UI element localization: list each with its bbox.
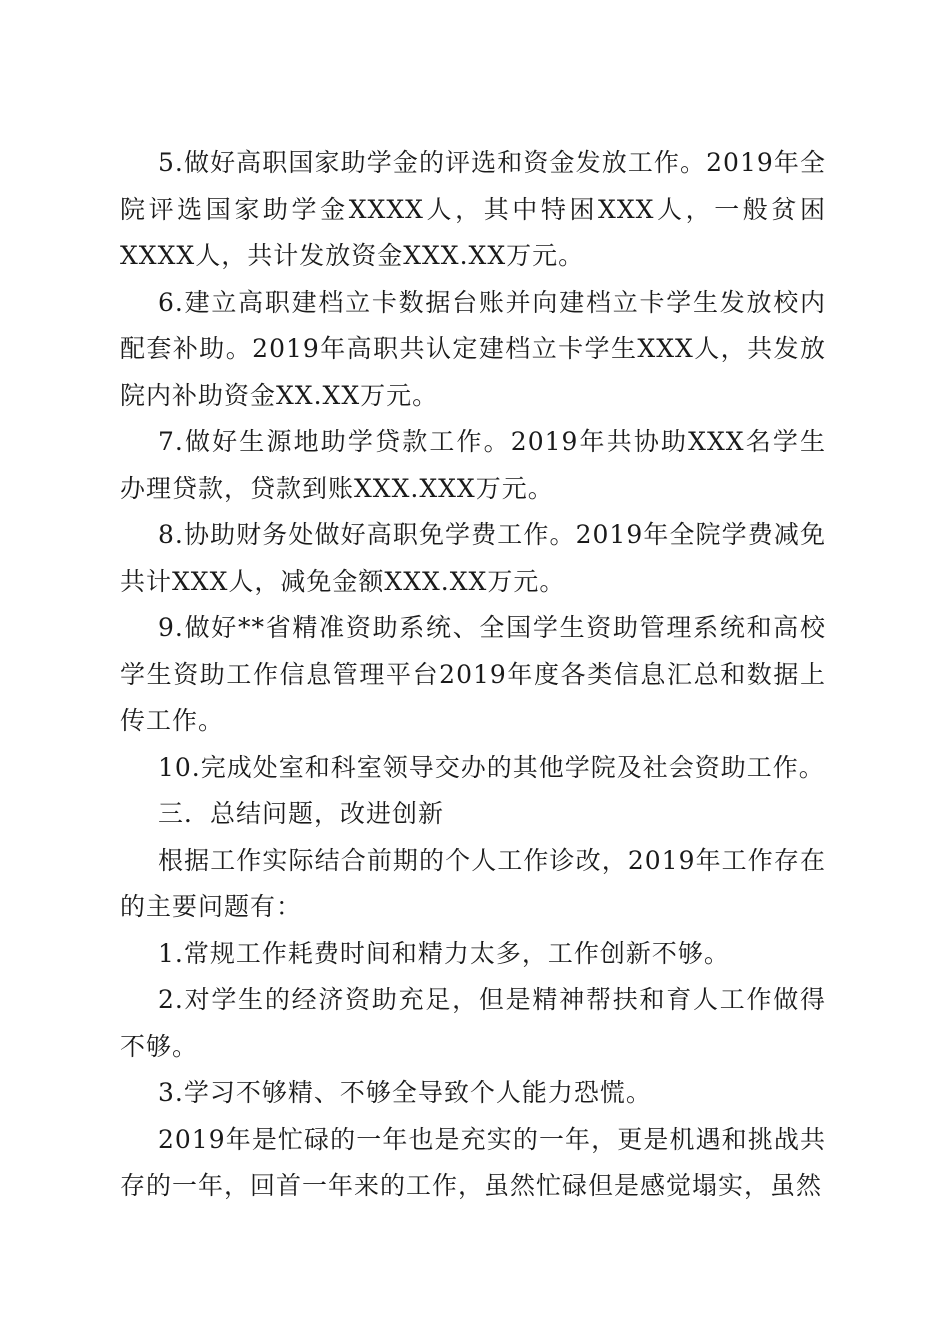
document-body [120, 140, 826, 1210]
problem-item-2: 2.对学生的经济资助充足，但是精神帮扶和育人工作做得不够。 [120, 985, 826, 1061]
paragraph-item-5: 5.做好高职国家助学金的评选和资金发放工作。2019年全院评选国家助学金XXXX人，其中特困XXX人，一般贫困XXXX人，共计发放资金XXX.XX万元。 [120, 148, 826, 270]
section-heading: 三．总结问题，改进创新 [158, 799, 445, 828]
paragraph-item-10: 10.完成处室和科室领导交办的其他学院及社会资助工作。 [158, 752, 825, 782]
paragraph-item-8: 8.协助财务处做好高职免学费工作。2019年全院学费减免共计XXX人，减免金额XXX.XX万元。 [120, 520, 826, 596]
paragraph-item-7: 7.做好生源地助学贷款工作。2019年共协助XXX名学生办理贷款，贷款到账XXX.XXX万元。 [120, 427, 826, 503]
paragraph-item-9: 9.做好**省精准资助系统、全国学生资助管理系统和高校学生资助工作信息管理平台2019年度各类信息汇总和数据上传工作。 [120, 613, 826, 735]
paragraph-intro: 根据工作实际结合前期的个人工作诊改，2019年工作存在的主要问题有： [120, 845, 826, 921]
paragraph-item-6: 6.建立高职建档立卡数据台账并向建档立卡学生发放校内配套补助。2019年高职共认定建档立卡学生XXX人，共发放院内补助资金XX.XX万元。 [120, 287, 826, 410]
paragraph-summary: 2019年是忙碌的一年也是充实的一年，更是机遇和挑战共存的一年，回首一年来的工作，虽然忙碌但是感觉塌实，虽然 [120, 1124, 826, 1200]
problem-item-1: 1.常规工作耗费时间和精力太多，工作创新不够。 [158, 938, 730, 968]
problem-item-3: 3.学习不够精、不够全导致个人能力恐慌。 [158, 1078, 652, 1107]
